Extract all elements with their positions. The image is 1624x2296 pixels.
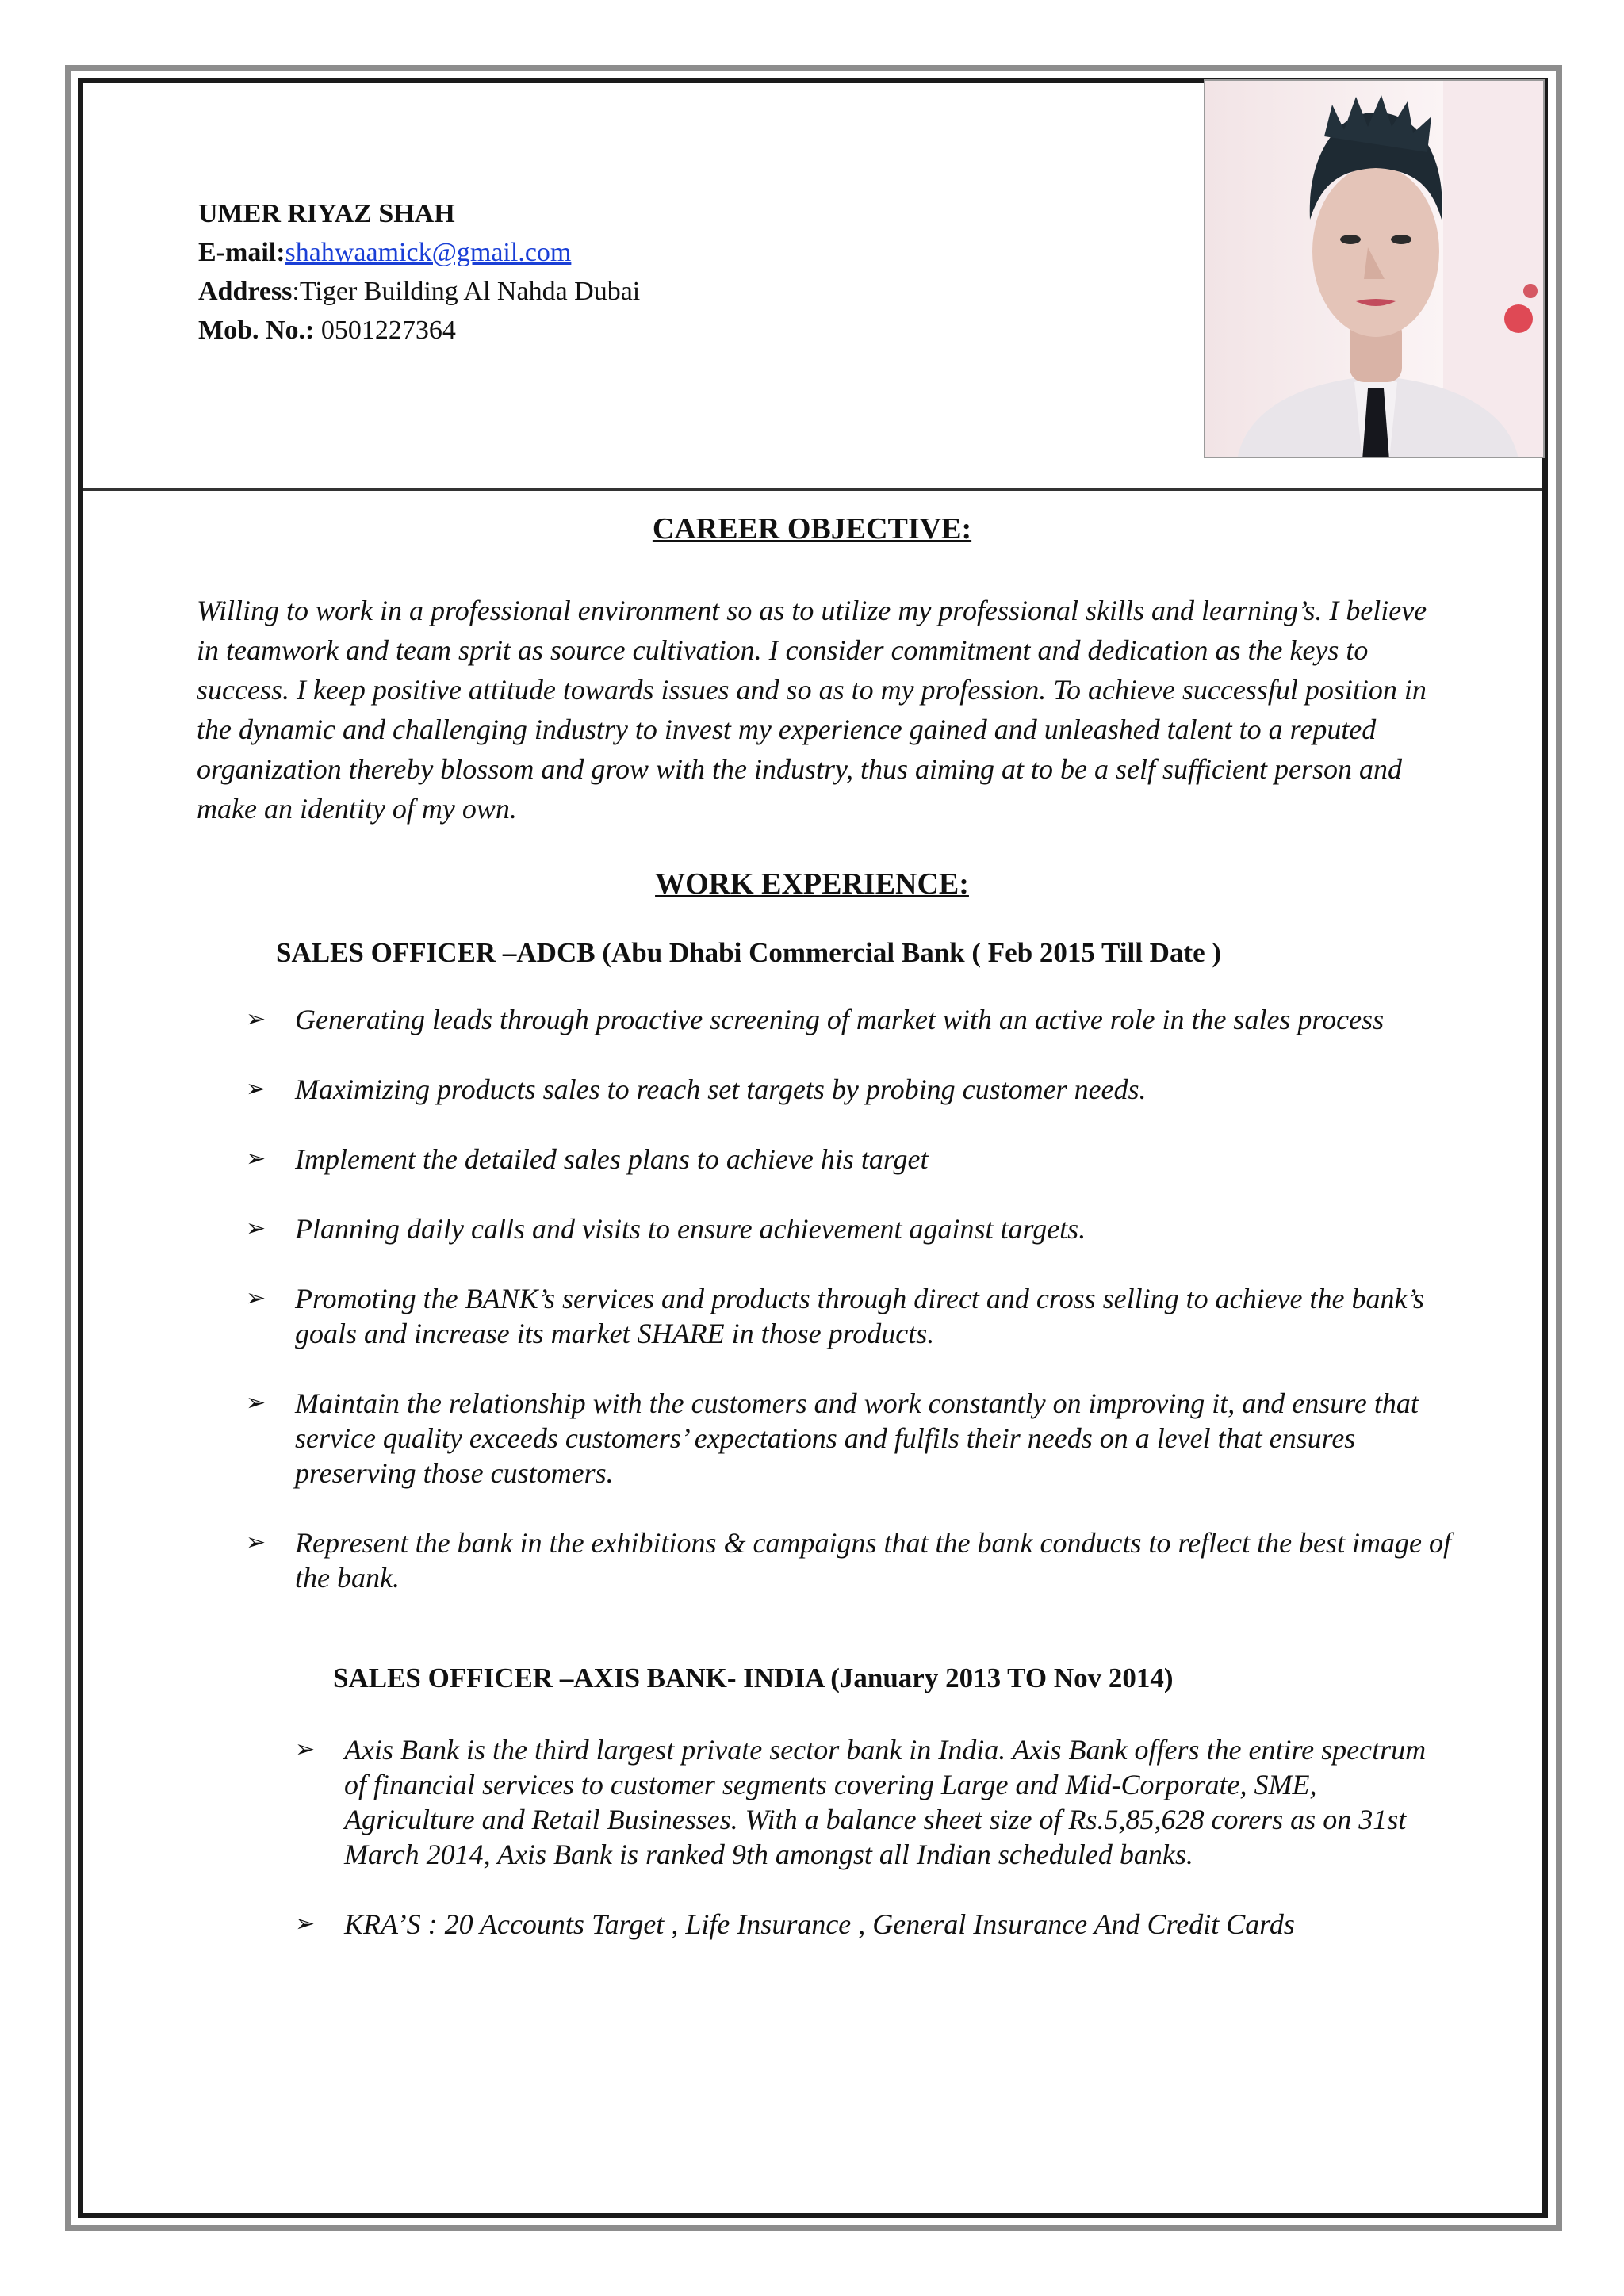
bullet-arrow-icon: ➢ [295,1735,316,1763]
bullet-arrow-icon: ➢ [246,1389,266,1417]
address-value: :Tiger Building Al Nahda Dubai [292,277,641,306]
email-label: E-mail: [198,238,285,267]
candidate-name: UMER RIYAZ SHAH [198,199,455,228]
list-item: ➢ Planning daily calls and visits to ensure achievement against targets. [246,1213,1086,1245]
address-label: Address [198,277,293,306]
list-item: ➢ Axis Bank is the third largest private sector bank in India. Axis Bank offers the entire spectrum of financial services to customer segments covering Large and Mid-Corporate, SME, Agriculture and Retail Businesses. With a balance sheet size of Rs.5,85,628 corers as on 31st March 2014, Axis Bank is ranked 9th amongst all Indian scheduled banks. [295,1734,1427,1870]
profile-photo [1204,79,1545,458]
career-objective-heading: CAREER OBJECTIVE: [652,512,972,545]
header-divider [83,488,1542,491]
bullet-arrow-icon: ➢ [246,1529,266,1556]
bullet-arrow-icon: ➢ [246,1284,266,1312]
adcb-bullet-list [246,1002,1483,1595]
list-item: ➢ KRA’S : 20 Accounts Target , Life Insurance , General Insurance And Credit Cards [295,1908,1295,1940]
list-item: ➢ Maximizing products sales to reach set targets by probing customer needs. [246,1073,1147,1105]
job-title-adcb: SALES OFFICER –ADCB (Abu Dhabi Commercial Bank ( Feb 2015 Till Date ) [276,937,1222,968]
contact-block [198,194,640,350]
list-item: ➢ Maintain the relationship with the customers and work constantly on improving it, and ensure that service quality exceeds customers’ expectations and fulfils their needs on a level that ensures preserving those customers. [246,1387,1419,1489]
axis-bullet-list [295,1732,1453,1942]
work-experience-heading: WORK EXPERIENCE: [655,867,969,901]
mobile-label: Mob. No.: [198,316,315,345]
list-item: ➢ Promoting the BANK’s services and products through direct and cross selling to achieve the bank’s goals and increase its market SHARE in those products. [246,1283,1424,1349]
bullet-arrow-icon: ➢ [246,1005,266,1033]
career-objective-text: Willing to work in a professional environment so as to utilize my professional skills and learning’s. I believe in teamwork and team sprit as source cultivation. I consider commitment and dedication as the keys to success. I keep positive attitude towards issues and so as to my profession. To achieve successful position in the dynamic and challenging industry to invest my experience gained and unleashed talent to a reputed organization thereby blossom and grow with the industry, thus aiming at to be a self sufficient person and make an identity of my own. [197,595,1427,825]
list-item: ➢ Represent the bank in the exhibitions & campaigns that the bank conducts to reflect the best image of the bank. [246,1527,1452,1594]
mobile-value: 0501227364 [314,316,456,345]
email-link[interactable]: shahwaamick@gmail.com [285,238,572,267]
list-item: ➢ Implement the detailed sales plans to achieve his target [246,1143,929,1175]
bullet-arrow-icon: ➢ [246,1075,266,1103]
bullet-arrow-icon: ➢ [246,1145,266,1173]
bullet-arrow-icon: ➢ [246,1215,266,1242]
job-title-axis-bank: SALES OFFICER –AXIS BANK- INDIA (January 2013 TO Nov 2014) [333,1663,1174,1693]
bullet-arrow-icon: ➢ [295,1910,316,1938]
list-item: ➢ Generating leads through proactive screening of market with an active role in the sales process [246,1004,1385,1035]
